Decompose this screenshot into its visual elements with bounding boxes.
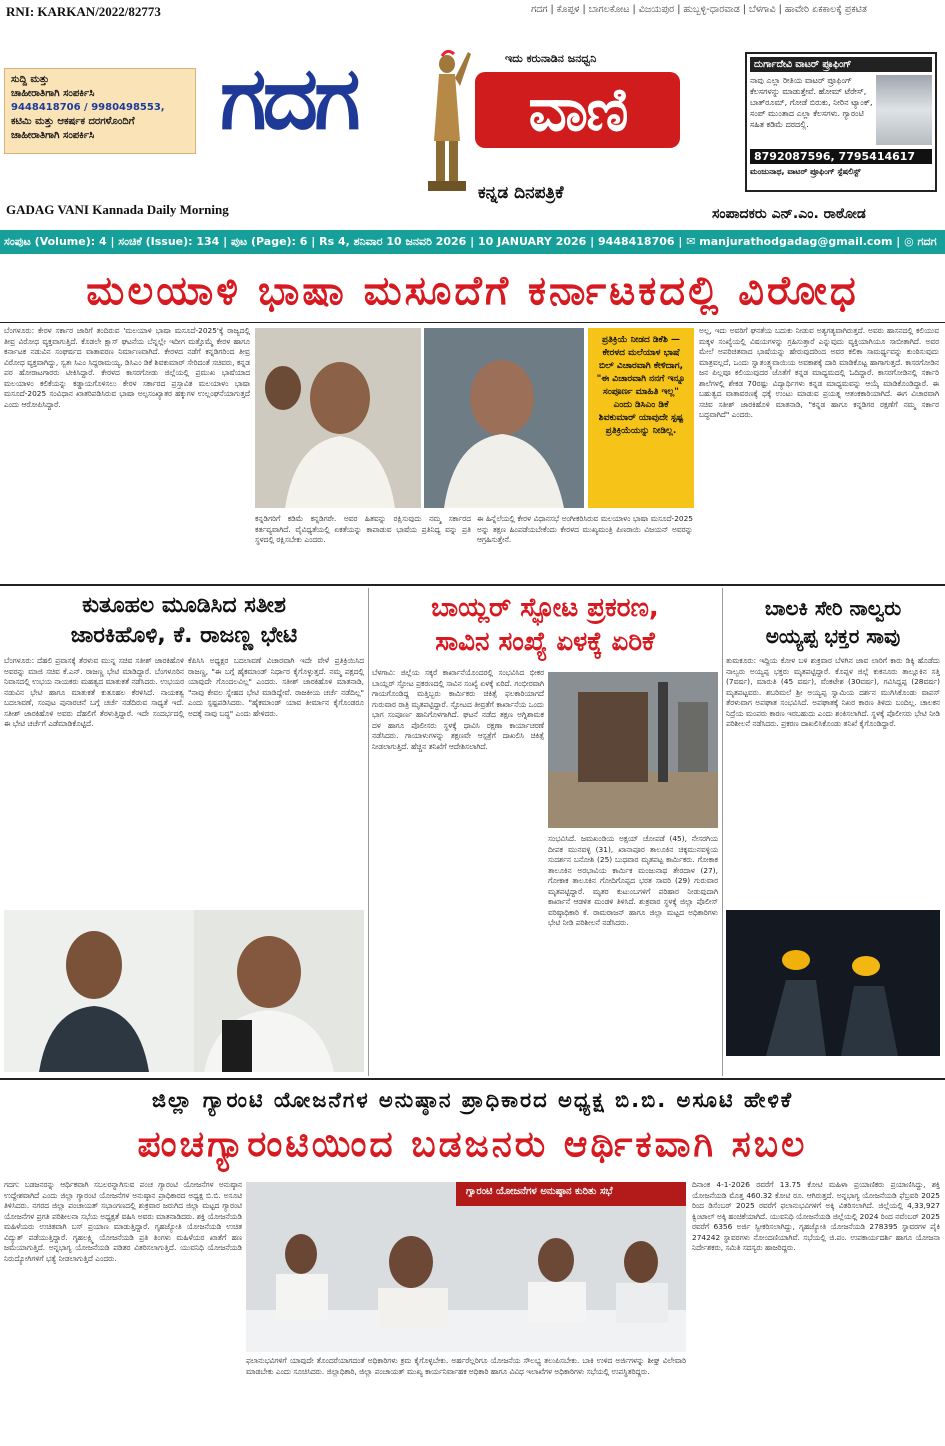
guarantee-meeting-photo	[246, 1182, 686, 1352]
story5-col1: ಗದಗ: ಬಡಜನರನ್ನು ಆರ್ಥಿಕವಾಗಿ ಸಬಲರನ್ನಾಗಿಸುವ ಪಂಚ ಗ್ಯಾರಂಟಿ ಯೋಜನೆಗಳ ಅನುಷ್ಠಾನ ಉದ್ದೇಶವಾಗಿದೆ ಎಂದು ಜಿಲ್ಲಾ ಗ್ಯಾರಂಟಿ ಯೋಜನೆಗಳ ಅನುಷ್ಠಾನ ಪ್ರಾಧಿಕಾರದ ಅಧ್ಯಕ್ಷ ಬಿ.ಬಿ. ಅಸೂಟಿ ತಿಳಿಸಿದರು. ನಗರದ ಜಿಲ್ಲಾ ಪಂಚಾಯತ್ ಸಭಾಂಗಣದಲ್ಲಿ ಶುಕ್ರವಾರ ಜರುಗಿದ ಜಿಲ್ಲಾ ಮಟ್ಟದ ಗ್ಯಾರಂಟಿ ಯೋಜನೆಗಳ ಪ್ರಗತಿ ಪರಿಶೀಲನಾ ಸಭೆಯ ಅಧ್ಯಕ್ಷತೆ ವಹಿಸಿ ಅವರು ಮಾತನಾಡಿದರು. ಶಕ್ತಿ ಯೋಜನೆಯಡಿ ಮಹಿಳೆಯರು ಉಚಿತವಾಗಿ ಬಸ್ ಪ್ರಯಾಣ ಮಾಡುತ್ತಿದ್ದಾರೆ. ಗೃಹಜ್ಯೋತಿ ಯೋಜನೆಯಡಿ ಉಚಿತ ವಿದ್ಯುತ್ ಪಡೆಯುತ್ತಿದ್ದಾರೆ. ಗೃಹಲಕ್ಷ್ಮಿ ಯೋಜನೆಯಡಿ ಪ್ರತಿ ತಿಂಗಳು ಮಹಿಳೆಯರ ಖಾತೆಗೆ ಹಣ ಜಮೆಯಾಗುತ್ತಿದೆ. ಅನ್ನಭಾಗ್ಯ ಯೋಜನೆಯಡಿ ಪಡಿತರ ವಿತರಿಸಲಾಗುತ್ತಿದೆ. ಯುವನಿಧಿ ಯೋಜನೆಯಡಿ ನಿರುದ್ಯೋಗಿಗಳಿಗೆ ಭತ್ಯೆ ನೀಡಲಾಗುತ್ತಿದೆ ಎಂದರು.	[4, 1180, 242, 1263]
story3-col1: ಬೆಳಗಾವಿ: ಜಿಲ್ಲೆಯ ಸಕ್ಕರೆ ಕಾರ್ಖಾನೆಯೊಂದರಲ್ಲಿ ಸಂಭವಿಸಿದ ಭೀಕರ ಬಾಯ್ಲರ್ ಸ್ಫೋಟ ಪ್ರಕರಣದಲ್ಲಿ ಸಾವಿನ ಸಂಖ್ಯೆ ಏಳಕ್ಕೆ ಏರಿದೆ. ಗಂಭೀರವಾಗಿ ಗಾಯಗೊಂಡಿದ್ದ ಮತ್ತಿಬ್ಬರು ಕಾರ್ಮಿಕರು ಚಿಕಿತ್ಸೆ ಫಲಕಾರಿಯಾಗದೆ ಗುರುವಾರ ರಾತ್ರಿ ಮೃತಪಟ್ಟಿದ್ದಾರೆ. ಸ್ಫೋಟದ ತೀವ್ರತೆಗೆ ಕಾರ್ಖಾನೆಯ ಒಂದು ಭಾಗ ಸಂಪೂರ್ಣ ಹಾನಿಗೊಳಗಾಗಿದೆ. ಘಟನೆ ನಡೆದ ತಕ್ಷಣ ಅಗ್ನಿಶಾಮಕ ದಳ ಹಾಗೂ ಪೊಲೀಸರು ಸ್ಥಳಕ್ಕೆ ಧಾವಿಸಿ ರಕ್ಷಣಾ ಕಾರ್ಯಾಚರಣೆ ನಡೆಸಿದರು. ಗಾಯಾಳುಗಳನ್ನು ತಕ್ಷಣವೇ ಆಸ್ಪತ್ರೆಗೆ ದಾಖಲಿಸಿ ಚಿಕಿತ್ಸೆ ನೀಡಲಾಗುತ್ತಿದೆ. ಹೆಚ್ಚಿನ ತನಿಖೆಗೆ ಆದೇಶಿಸಲಾಗಿದೆ.	[372, 668, 544, 751]
contact-phone: 9448418706 / 9980498553,	[11, 102, 165, 113]
story1-col1: ಬೆಂಗಳೂರು: ಕೇರಳ ಸರ್ಕಾರ ಜಾರಿಗೆ ತಂದಿರುವ 'ಮಲಯಾಳಿ ಭಾಷಾ ಮಸೂದೆ-2025'ಕ್ಕೆ ರಾಜ್ಯದಲ್ಲಿ ತೀವ್ರ ವಿರೋಧ ವ್ಯಕ್ತವಾಗುತ್ತಿದೆ. ಕೊಡಲೇ ಕ್ಷಾಸ್ ಘಟನೆಯ ಬೆನ್ನಲ್ಲೇ ಇದೀಗ ಮತ್ತೊಮ್ಮೆ ಕೇರಳ ಹಾಗೂ ಕರ್ನಾಟಕ ನಡುವಿನ ಸಂಘರ್ಷದ ವಾತಾವರಣ ನಿರ್ಮಾಣವಾಗಿದೆ. ಕೇರಳದ ನಡೆಗೆ ಕನ್ನಡಿಗರಿಂದ ತೀವ್ರ ವಿರೋಧ ವ್ಯಕ್ತವಾಗಿದ್ದು, ಸ್ವತಃ ಸಿಎಂ ಸಿದ್ದರಾಮಯ್ಯ, ಡಿಸಿಎಂ ಡಿಕೆ ಶಿವಕುಮಾರ್ ಸೇರಿದಂತೆ ಸಚಿವರು, ಕನ್ನಡ ಪರ ಹೋರಾಟಗಾರರು ಟೀಕಿಸಿದ್ದಾರೆ. ಕೇರಳದ ಕಾಸರಗೋಡು ಜಿಲ್ಲೆಯಲ್ಲಿ ಪ್ರಮುಖ ಭಾಷೆಯಾದ ಮಲಯಾಳಂ ಕಲಿಕೆಯನ್ನು ಕಡ್ಡಾಯಗೊಳಿಸಲು ಕೇರಳ ಸರ್ಕಾರದ ಪ್ರಸ್ತಾವಿತ ಮಲಯಾಳಂ ಭಾಷಾ ಮಸೂದೆ-2025 ಸಂವಿಧಾನ ಖಾತರಿಪಡಿಸಿರುವ ಭಾಷಾ ಅಲ್ಪಸಂಖ್ಯಾತರ ಹಕ್ಕುಗಳ ಉಲ್ಲಂಘನೆಯಾಗುತ್ತದೆ ಎಂದು ಆರೋಪಿಸಿದ್ದಾರೆ.	[4, 326, 250, 409]
story2-col1: ಬೆಂಗಳೂರು: ದೆಹಲಿ ಪ್ರವಾಸಕ್ಕೆ ತೆರಳುವ ಮುನ್ನ ಸಚಿವ ಸತೀಶ್ ಜಾರಕಿಹೊಳಿ ಅವರನ್ನು ಮಾಜಿ ಸಚಿವ ಕೆ.ಎನ್. ರಾಜಣ್ಣ ಭೇಟಿ ಮಾಡಿದ್ದಾರೆ. ಬೆಂಗಳೂರಿನ ನಿವಾಸದಲ್ಲಿ ಉಭಯ ನಾಯಕರು ಮಹತ್ವದ ಮಾತುಕತೆ ನಡೆಸಿದರು. ಉಭಯರ ನಡುವಿನ ಭೇಟಿ ಹಾಗೂ ಮಾತುಕತೆ ಕುತೂಹಲ ಕೆರಳಿಸಿದೆ. ನಾಯಕತ್ವ ಬದಲಾವಣೆ, ಸಂಪುಟ ಪುನಾರಚನೆ ಬಗ್ಗೆ ಚರ್ಚೆ ನಡೆದಿರುವ ಸಾಧ್ಯತೆ ಇದೆ. ಸತೀಶ್ ಜಾರಕಿಹೊಳಿ ಅವರು ದೆಹಲಿಗೆ ತೆರಳುತ್ತಿದ್ದಾರೆ. ಇದೇ ಸಂದರ್ಭದಲ್ಲಿ ಈ ಭೇಟಿ ಚರ್ಚೆಗೆ ಎಡೆಮಾಡಿಕೊಟ್ಟಿದೆ.	[4, 656, 184, 728]
satish-rajanna-photo	[4, 910, 364, 1072]
story1-col2: ಕನ್ನಡಿಗರಿಗೆ ಕಡಿಮೆ ಕನ್ನಡಿಗರೇ. ಅವರ ಹಿತವನ್ನು ರಕ್ಷಿಸುವುದು ನಮ್ಮ ಸರ್ಕಾರದ ಕರ್ತವ್ಯವಾಗಿದೆ. ವೈವಿಧ್ಯತೆಯಲ್ಲಿ ಏಕತೆಯನ್ನು ಕಾಪಾಡುವ ಭಾಷೆಯ ಪ್ರತಿನಿಧ್ಯ ವನ್ನು ಪ್ರತಿ ಸ್ಥಳದಲ್ಲಿ ರಕ್ಷಿಸಬೇಕು ಎಂದರು.	[255, 514, 471, 544]
story3-headline-1: ಬಾಯ್ಲರ್ ಸ್ಫೋಟ ಪ್ರಕರಣ,	[431, 593, 659, 623]
contact-line-3: ಕಟಿಮಿ ಮತ್ತು ಆಕರ್ಷಕ ದರಗಳೊಂದಿಗೆ	[11, 116, 135, 127]
contact-line-4: ಜಾಹೀರಾತಿಗಾಗಿ ಸಂಪರ್ಕಿಸಿ	[11, 130, 95, 141]
meeting-banner: ಗ್ಯಾರಂಟಿ ಯೋಜನೆಗಳ ಅನುಷ್ಠಾನ ಕುರಿತು ಸಭೆ	[466, 1186, 613, 1197]
divider	[0, 1078, 945, 1080]
issue-info-bar: ಸಂಪುಟ (Volume): 4 | ಸಂಚಿಕೆ (Issue): 134 | ಪುಟ (Page): 6 | Rs 4, ಶನಿವಾರ 10 ಜನವರಿ 2026 | 10 JANUARY 2026 | 9448418706 | ✉ manjurathodgadag@gmail.com | ◎ ಗದಗ	[0, 230, 945, 254]
edition-list: ಗದಗ | ಕೊಪ್ಪಳ | ಬಾಗಲಕೋಟ | ವಿಜಯಪುರ | ಹುಬ್ಬಳ್ಳಿ-ಧಾರವಾಡ | ಬೆಳಗಾವಿ | ಹಾವೇರಿ ಏಕಕಾಲಕ್ಕೆ ಪ್ರಕಟಿತ	[531, 4, 867, 15]
siddaramaiah-photo	[255, 328, 421, 508]
ad-body: ನಾವು ಎಲ್ಲಾ ರೀತಿಯ ವಾಟರ್ ಪ್ರೂಫಿಂಗ್ ಕೆಲಸಗಳನ್ನು ಮಾಡುತ್ತೇವೆ. ಹೋಮ್ ಟೆರೇಸ್, ಬಾತ್‌ರೂಮ್, ಗೋಡೆ ಬಿರುಕು, ನೀರಿನ ಟ್ಯಾಂಕ್, ಸಂಪ್ ಮುಂತಾದ ಎಲ್ಲಾ ಕೆಲಸಗಳು. ಗ್ಯಾರಂಟಿ ಸಹಿತ ಕಡಿಮೆ ದರದಲ್ಲಿ.	[750, 76, 873, 129]
story2-headline-2: ಜಾರಕಿಹೊಳಿ, ಕೆ. ರಾಜಣ್ಣ ಭೇಟಿ	[70, 623, 298, 648]
boiler-site-photo	[548, 672, 718, 828]
story5-col2: ಫಲಾನುಭವಿಗಳಿಗೆ ಯಾವುದೇ ತೊಂದರೆಯಾಗದಂತೆ ಅಧಿಕಾರಿಗಳು ಕ್ರಮ ಕೈಗೊಳ್ಳಬೇಕು. ಅರ್ಹರೆಲ್ಲರಿಗೂ ಯೋಜನೆಯ ಸೌಲಭ್ಯ ತಲುಪಿಸಬೇಕು. ಬಾಕಿ ಉಳಿದ ಅರ್ಜಿಗಳನ್ನು ಶೀಘ್ರ ವಿಲೇವಾರಿ ಮಾಡಬೇಕು ಎಂದು ಸೂಚಿಸಿದರು. ಜಿಲ್ಲಾಧಿಕಾರಿ, ಜಿಲ್ಲಾ ಪಂಚಾಯತ್ ಮುಖ್ಯ ಕಾರ್ಯನಿರ್ವಾಹಕ ಅಧಿಕಾರಿ ಹಾಗೂ ವಿವಿಧ ಇಲಾಖೆಗಳ ಅಧಿಕಾರಿಗಳು ಸಭೆಯಲ್ಲಿ ಉಪಸ್ಥಿತರಿದ್ದರು.	[246, 1356, 686, 1376]
editor-name: ಸಂಪಾದಕರು ಎನ್.ಎಂ. ರಾಠೋಡ	[712, 206, 866, 222]
ad-footer: ಮಂಜುನಾಥ, ವಾಟರ್ ಪ್ರೂಫಿಂಗ್ ಸ್ಪೆಷಲಿಸ್ಟ್	[750, 167, 861, 176]
story1-col4: ಅಲ್ಲ, ಇದು ಅವರಿಗೆ ಘನತೆಯ ಬದುಕು ನೀಡುವ ಅತ್ಯಗತ್ಯವಾಗಿರುತ್ತದೆ. ಅವರು ಹಾಸನದಲ್ಲಿ ಕಲಿಯುವ ಮಕ್ಕಳ ಸಂಖ್ಯೆಯಲ್ಲಿ ವಿಷಯಗಳನ್ನು ಗ್ರಹಿಸುತ್ತಾರೆ ಎನ್ನುವುದು ವ್ಯಕ್ತಿಯಾಗಿಯೂ ಸಾಬೀತಾಗಿದೆ. ಅವರ ಮೇಲೆ ಅಪರಿಚಿತವಾದ ಭಾಷೆಯನ್ನು ಹೇರುವುದರಿಂದ ಅವರ ಕಲಿಕಾ ಸಾಮರ್ಥ್ಯವನ್ನು ಕುಂಠಿಸುವುದು ಮಾತ್ರವಲ್ಲದೆ, ಒಂದು ಸ್ವಾತಂತ್ರ್ಯವಾಯಿಯ ಅವಕಾಶಕ್ಕೆ ದಾರಿ ಮಾಡಿಕೊಟ್ಟ ಹಾಗಾಗುತ್ತದೆ. ಕಾಸರಗೋಡಿನ ಜನ ಪಿಲ್ಲವೂ ಕಲಿಯುವುದರ ಜೊತೆಗೆ ಕನ್ನಡ ಮಾಧ್ಯಮದಲ್ಲಿ ಓದಿದ್ದಾರೆ. ಕಾಸರಗೋಡಿನಲ್ಲಿ ಸರ್ಕಾರಿ ಶಾಲೆಗಳಲ್ಲಿ ಶೇಕಡ 70ರಷ್ಟು ವಿದ್ಯಾರ್ಥಿಗಳು ಕನ್ನಡ ಮಾಧ್ಯಮವನ್ನು ಆಯ್ಕೆ ಮಾಡಿಕೊಂಡಿದ್ದಾರೆ. ಈ ಬಹುತ್ವದ ವಾತಾವರಣಕ್ಕೆ ಧಕ್ಕೆ ಉಂಟು ಮಾಡುವ ಪ್ರಯತ್ನ ಆತಂಕಕಾರಿಯಾಗಿದೆ. ಈಗ ವಿಚಾರವಾಗಿ ಸಚಿವ ಸತೀಶ್ ಜಾರಕಿಹೊಳಿ ಮಾತನಾಡಿ, "ಕನ್ನಡ ಹಾಗೂ ಕನ್ನಡಿಗರ ರಕ್ಷಣೆಗೆ ನಮ್ಮ ಸರ್ಕಾರ ಬದ್ಧವಾಗಿದೆ" ಎಂದರು.	[699, 326, 939, 419]
story5-col3: ದಿನಾಂಕ 4-1-2026 ರವರೆಗೆ 13.75 ಕೋಟಿ ಮಹಿಳಾ ಪ್ರಯಾಣಿಕರು ಪ್ರಯಾಣಿಸಿದ್ದು, ಶಕ್ತಿ ಯೋಜನೆಯಡಿ ಮೊತ್ತ 460.32 ಕೋಟಿ ರೂ. ಆಗಿರುತ್ತದೆ. ಅನ್ನಭಾಗ್ಯ ಯೋಜನೆಯಡಿ ಫೆಬ್ರವರಿ 2025 ರಿಂದ ಡಿಸೆಂಬರ್ 2025 ರವರೆಗೆ ಫಲಾನುಭವಿಗಳಿಗೆ ಅಕ್ಕಿ ವಿತರಿಸಲಾಗಿದೆ. ಜಿಲ್ಲೆಯಲ್ಲಿ 4,33,927 ಕ್ವಿಂಟಾಲ್ ಅಕ್ಕಿ ಹಂಚಿಕೆಯಾಗಿದೆ. ಯುವನಿಧಿ ಯೋಜನೆಯಡಿ ಜಿಲ್ಲೆಯಲ್ಲಿ 2024 ರಿಂದ ನವೆಂಬರ್ 2025 ರವರೆಗೆ 6356 ಅರ್ಜಿ ಸ್ವೀಕರಿಸಲಾಗಿದ್ದು, ಗೃಹಜ್ಯೋತಿ ಯೋಜನೆಯಡಿ 278395 ಸ್ಥಾವರಗಳ ಪೈಕಿ 274242 ಸ್ಥಾವರಗಳು ನೋಂದಣಿಯಾಗಿವೆ. ಸಭೆಯಲ್ಲಿ ಜಿ.ಪಂ. ಉಪಕಾರ್ಯದರ್ಶಿ ಹಾಗೂ ಯೋಜನಾ ನಿರ್ದೇಶಕರು, ಸಮಿತಿ ಸದಸ್ಯರು ಹಾಜರಿದ್ದರು.	[692, 1180, 940, 1252]
ad-photo	[876, 75, 932, 145]
divider	[722, 588, 723, 1076]
kannada-daily-label: ಕನ್ನಡ ದಿನಪತ್ರಿಕೆ	[478, 183, 564, 203]
story4-col1: ತುಮಕೂರು: ಇದ್ದಿಯ ಕೋಳ ಬಳಿ ಶುಕ್ರವಾರ ಬೆಳಗಿನ ಜಾವ ಲಾರಿಗೆ ಕಾರು ಡಿಕ್ಕಿ ಹೊಡೆದು ನಾಲ್ವರು ಅಯ್ಯಪ್ಪ ಭಕ್ತರು ಮೃತಪಟ್ಟಿದ್ದಾರೆ. ಕೊಪ್ಪಳ ಜಿಲ್ಲೆ ಕುಕನೂರು ತಾಲ್ಲೂಕಿನ ಸತ್ತಿ (7ವರ್ಷ), ಮಾರುತಿ (45 ವರ್ಷ), ವೆಂಕಟೇಶ (30ವರ್ಷ), ಗವಿಸಿದ್ದಪ್ಪ (28ವರ್ಷ) ಮೃತಪಟ್ಟವರು. ಶಬರಿಮಲೆ ಶ್ರೀ ಅಯ್ಯಪ್ಪ ಸ್ವಾಮಿಯ ದರ್ಶನ ಮುಗಿಸಿಕೊಂಡು ವಾಪಸ್ ತೆರಳುವಾಗ ಅಪಘಾತ ಸಂಭವಿಸಿದೆ. ಅಪಘಾತಕ್ಕೆ ನಿಖರ ಕಾರಣ ತಿಳಿದು ಬಂದಿಲ್ಲ. ಚಾಲಕನ ನಿದ್ರೆಯ ಮಂಪರು ಕಾರಣ ಇರಬಹುದು ಎಂದು ಶಂಕಿಸಲಾಗಿದೆ. ಸ್ಥಳಕ್ಕೆ ಪೊಲೀಸರು ಭೇಟಿ ನೀಡಿ ಪರಿಶೀಲನೆ ನಡೆಸಿದರು. ಪ್ರಕರಣ ದಾಖಲಿಸಿಕೊಂಡು ತನಿಖೆ ಕೈಗೊಂಡಿದ್ದಾರೆ.	[726, 656, 940, 728]
masthead-vani: ವಾಣಿ	[475, 72, 680, 148]
story3-col2: ಸಂಭವಿಸಿದೆ. ಜಮಖಂಡಿಯ ಅಕ್ಷಯ್ ಚೋಪಡೆ (45), ನೇಸರಗಿಯ ದೀಪಕ ಮುನವಳ್ಳಿ (31), ಖಾನಾಪೂರ ತಾಲೂಕಿನ ಚಿಕ್ಕಮುನವಳ್ಳಿಯ ಸುದರ್ಶನ ಬನೋಶಿ (25) ಬುಧವಾರ ಮೃತಪಟ್ಟ ಕಾರ್ಮಿಕರು. ಗೋಕಾಕ ತಾಲೂಕಿನ ಅರಭಾವಿಯ ಕಾರ್ಮಿಕ ಮಂಜುನಾಥ ತೇರದಾಳ (27), ಗೋಕಾಕ ತಾಲೂಕಿನ ಗೋದಿಗೊಪ್ಪದ ಭರತ ಸಾವರಿ (29) ಗುರುವಾರ ಮೃತಪಟ್ಟಿದ್ದಾರೆ. ಮೃತರ ಕುಟುಂಬಗಳಿಗೆ ಪರಿಹಾರ ನೀಡುವುದಾಗಿ ಕಾರ್ಖಾನೆ ಆಡಳಿತ ಮಂಡಳಿ ತಿಳಿಸಿದೆ. ಶುಕ್ರವಾರ ಸ್ಥಳಕ್ಕೆ ಜಿಲ್ಲಾ ಪೊಲೀಸ್ ವರಿಷ್ಠಾಧಿಕಾರಿ ಕೆ. ರಾಮರಾಜನ್ ಹಾಗೂ ಜಿಲ್ಲಾ ಮಟ್ಟದ ಅಧಿಕಾರಿಗಳು ಭೇಟಿ ನೀಡಿ ಪರಿಶೀಲನೆ ನಡೆಸಿದರು.	[548, 834, 718, 927]
story5-headline: ಪಂಚಗ್ಯಾರಂಟಿಯಿಂದ ಬಡಜನರು ಆರ್ಥಿಕವಾಗಿ ಸಬಲ	[137, 1124, 808, 1165]
rni-number: RNI: KARKAN/2022/82773	[6, 4, 161, 19]
story5-kicker: ಜಿಲ್ಲಾ ಗ್ಯಾರಂಟಿ ಯೋಜನೆಗಳ ಅನುಷ್ಠಾನ ಪ್ರಾಧಿಕಾರದ ಅಧ್ಯಕ್ಷ ಬಿ.ಬಿ. ಅಸೂಟಿ ಹೇಳಿಕೆ	[151, 1088, 794, 1112]
english-paper-name: GADAG VANI Kannada Daily Morning	[6, 202, 229, 217]
ad-title: ದುರ್ಗಾದೇವಿ ವಾಟರ್ ಪ್ರೂಫಿಂಗ್	[750, 57, 932, 72]
story3-headline-2: ಸಾವಿನ ಸಂಖ್ಯೆ ಏಳಕ್ಕೆ ಏರಿಕೆ	[435, 627, 655, 657]
story2-headline-1: ಕುತೂಹಲ ಮೂಡಿಸಿದ ಸತೀಶ	[82, 593, 286, 618]
story4-headline-1: ಬಾಲಕಿ ಸೇರಿ ನಾಲ್ವರು	[764, 596, 902, 620]
tagline: ಇದು ಕರುನಾಡಿನ ಜನಧ್ವನಿ	[505, 52, 597, 65]
dks-quote-box: ಪ್ರತಿಕ್ರಿಯೆ ನೀಡದ ಡಿಕೆಶಿ — ಕೇರಳದ ಮಲೆಯಾಳ ಭಾಷೆ ಬಿಲ್ ವಿಚಾರವಾಗಿ ಕೇಳಿದಾಗ, "ಈ ವಿಚಾರವಾಗಿ ನನಗೆ ಇನ್ನೂ ಸಂಪೂರ್ಣ ಮಾಹಿತಿ ಇಲ್ಲ" ಎಂದು ಡಿಸಿಎಂ ಡಿಕೆ ಶಿವಕುಮಾರ್ ಯಾವುದೇ ಸ್ಪಷ್ಟ ಪ್ರತಿಕ್ರಿಯೆಯನ್ನು ನೀಡಿಲ್ಲ.	[588, 328, 694, 508]
ad-phone: 8792087596, 7795414617	[750, 149, 932, 164]
statue-logo-icon	[422, 46, 472, 204]
rescue-photo	[726, 910, 940, 1056]
story2-col2: ಕೆಪಿಸಿಸಿ ಅಧ್ಯಕ್ಷರ ಬದಲಾವಣೆ ವಿಚಾರವಾಗಿ ಇದೇ ವೇಳೆ ಪ್ರತಿಕ್ರಿಯಿಸಿದ ರಾಜಣ್ಣ, "ಈ ಬಗ್ಗೆ ಹೈಕಮಾಂಡ್ ನಿರ್ಧಾರ ಕೈಗೊಳ್ಳುತ್ತದೆ. ನಮ್ಮ ಪಕ್ಷದಲ್ಲಿ ಯಾವುದೇ ಗೊಂದಲವಿಲ್ಲ" ಎಂದರು. ಸತೀಶ್ ಜಾರಕಿಹೊಳಿ ಮಾತನಾಡಿ, "ನಾವು ಕೇವಲ ಸ್ನೇಹದ ಭೇಟಿ ಮಾಡಿದ್ದೇವೆ. ರಾಜಕೀಯ ಚರ್ಚೆ ನಡೆದಿಲ್ಲ" ಎಂದು ಸ್ಪಷ್ಟಪಡಿಸಿದರು. "ಹೈಕಮಾಂಡ್ ಯಾವ ತೀರ್ಮಾನ ಕೈಗೊಂಡರೂ ಅದಕ್ಕೆ ನಾವು ಬದ್ಧ" ಎಂದು ಹೇಳಿದರು.	[188, 656, 364, 718]
contact-box	[4, 68, 196, 154]
story1-col3: ಈ ಹಿನ್ನೆಲೆಯಲ್ಲಿ ಕೇರಳ ವಿಧಾನಸಭೆ ಅಂಗೀಕರಿಸಿರುವ ಮಲಯಾಳಂ ಭಾಷಾ ಮಸೂದೆ-2025 ಅನ್ನು ತಕ್ಷಣ ಹಿಂಪಡೆಯಬೇಕೆಂದು ಕೇರಳದ ಮುಖ್ಯಮಂತ್ರಿ ಪಿಣರಾಯಿ ವಿಜಯನ್ ಅವರನ್ನು ಆಗ್ರಹಿಸುತ್ತೇನೆ.	[477, 514, 693, 544]
masthead-gadag: ಗದಗ	[220, 48, 357, 149]
story1-headline: ಮಲಯಾಳಿ ಭಾಷಾ ಮಸೂದೆಗೆ ಕರ್ನಾಟಕದಲ್ಲಿ ವಿರೋಧ	[86, 268, 859, 314]
divider	[0, 584, 945, 586]
divider	[0, 322, 945, 323]
waterproofing-ad	[745, 52, 937, 192]
pinarayi-photo	[424, 328, 584, 508]
contact-line-2: ಚಾಹೀರಾತಿಗಾಗಿ ಸಂಪರ್ಕಿಸಿ	[11, 88, 95, 99]
contact-line-1: ಸುದ್ದಿ ಮತ್ತು	[11, 74, 50, 85]
story4-headline-2: ಅಯ್ಯಪ್ಪ ಭಕ್ತರ ಸಾವು	[765, 624, 901, 648]
divider	[368, 588, 369, 1076]
